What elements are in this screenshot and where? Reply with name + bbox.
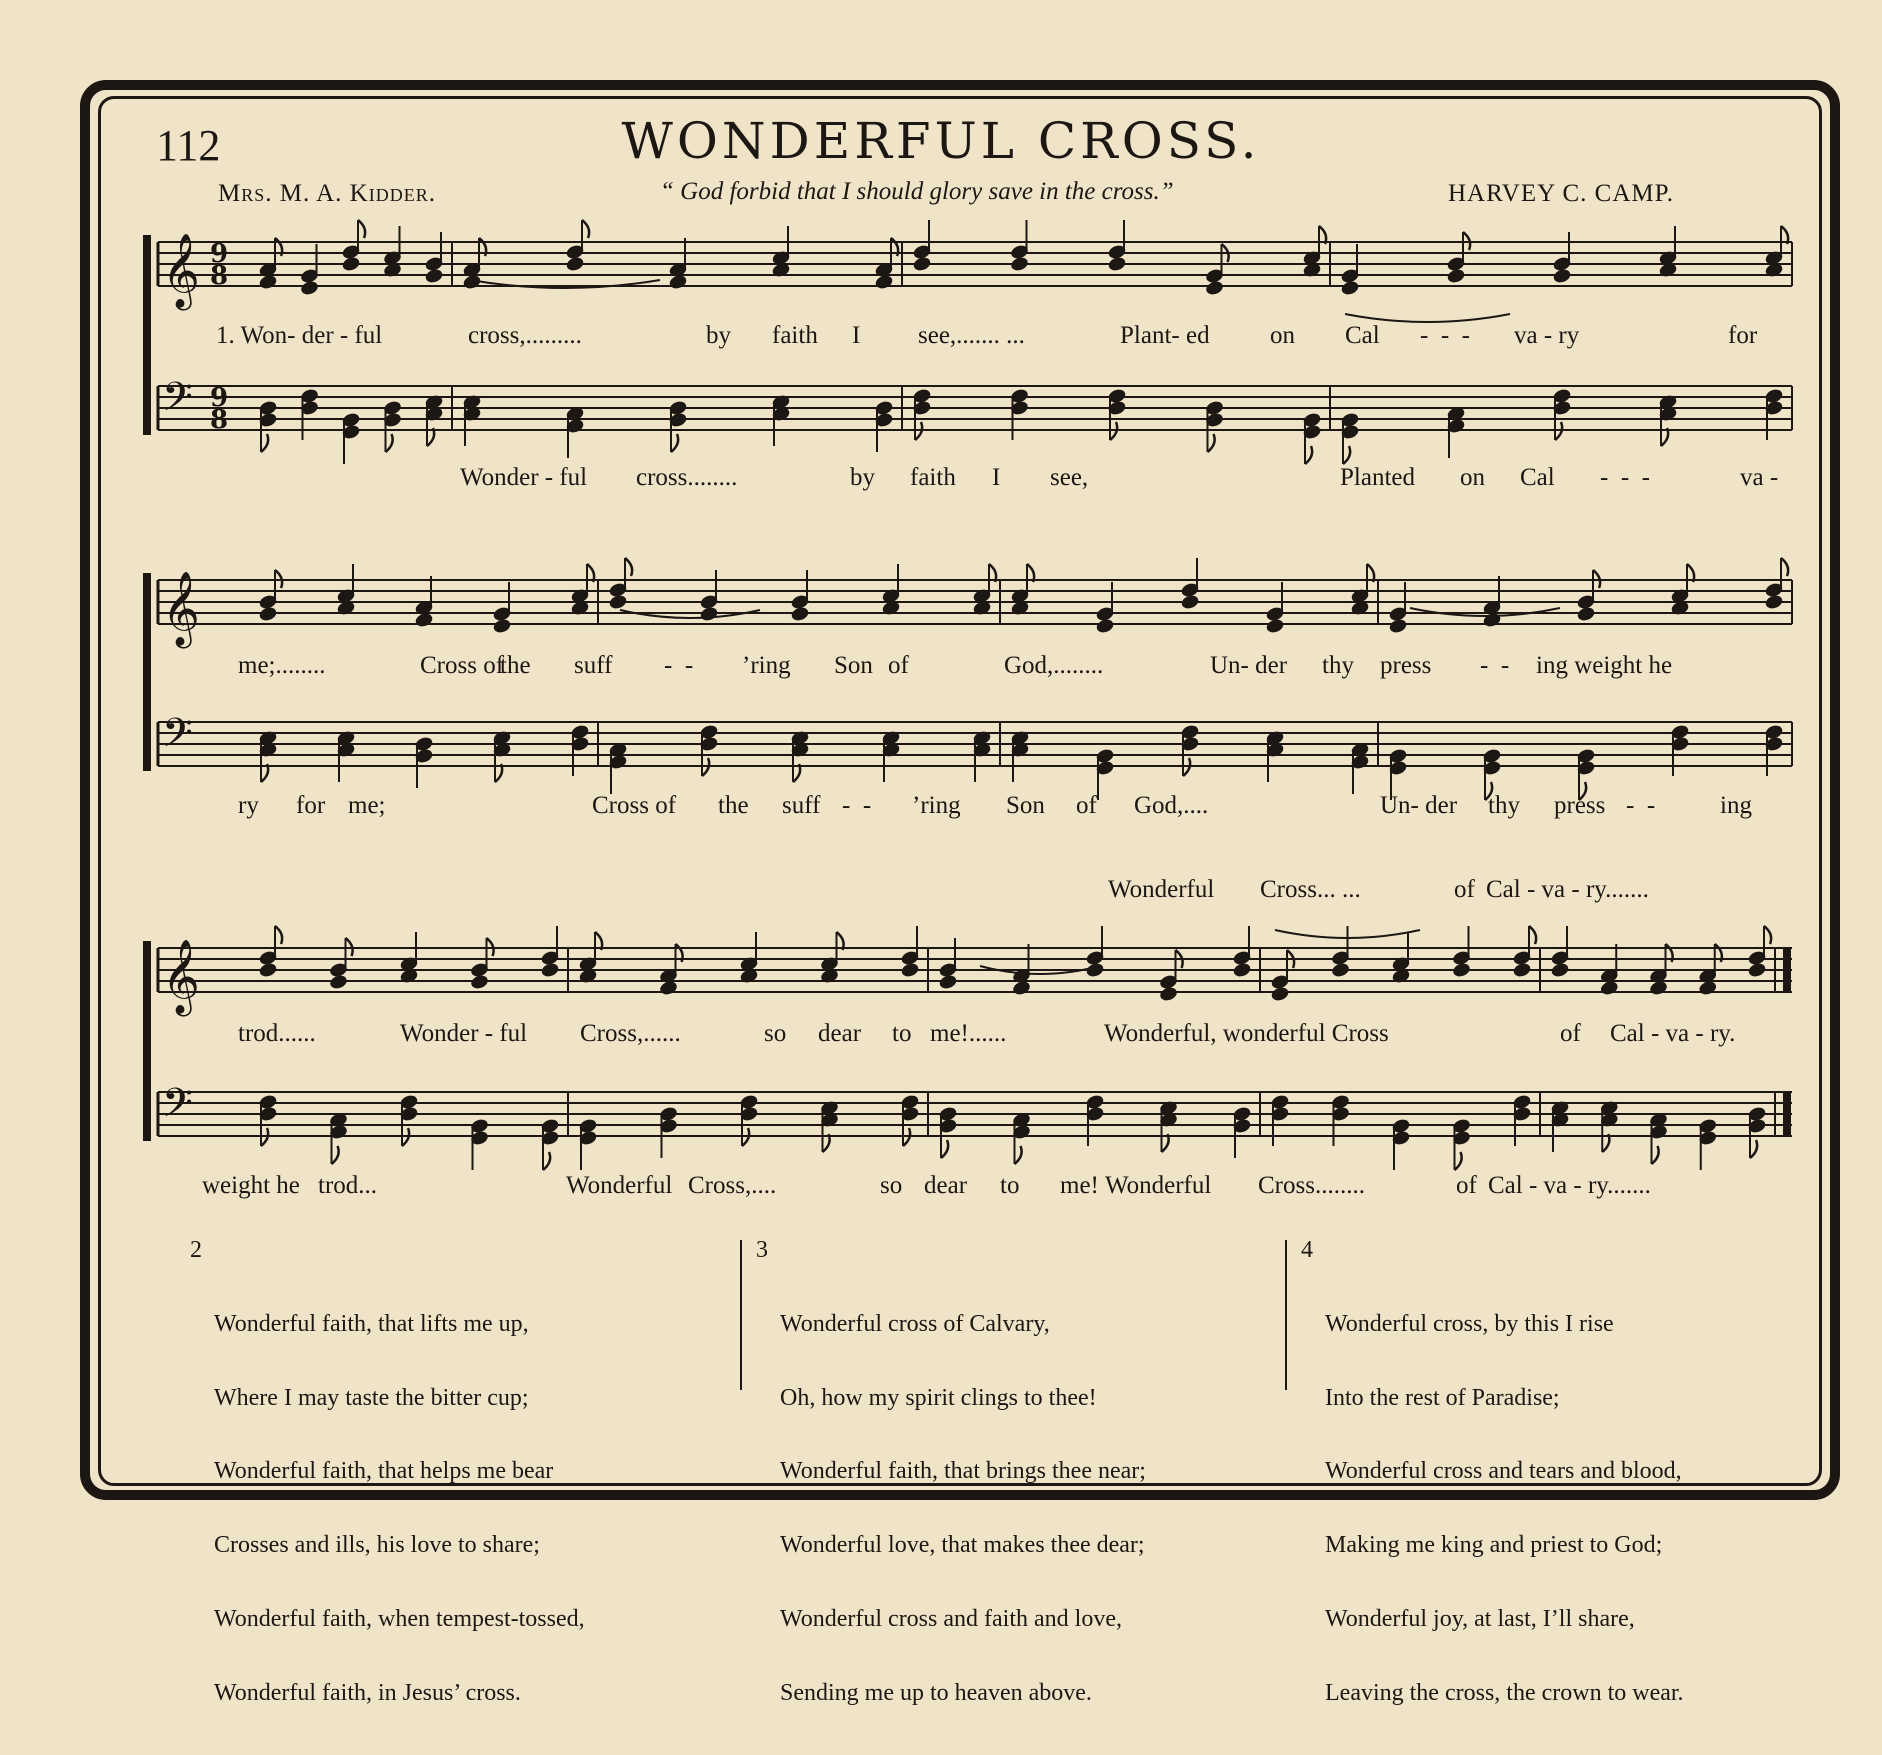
lyric-syllable: so <box>880 1172 903 1199</box>
lyric-syllable: faith <box>772 322 818 349</box>
note-head <box>1600 980 1619 996</box>
verse-number: 3 <box>756 1237 768 1263</box>
verse-line: Wonderful faith, that brings thee near; <box>780 1458 1146 1485</box>
verse-line: Wonderful cross and faith and love, <box>780 1605 1122 1632</box>
note-head <box>300 280 319 296</box>
composer-credit: HARVEY C. CAMP. <box>1448 180 1674 207</box>
note-head <box>493 618 512 634</box>
note-head <box>415 612 434 628</box>
note-flag <box>1208 434 1215 452</box>
page-number: 112 <box>156 121 221 170</box>
note-flag <box>261 434 268 452</box>
verse-4 <box>1301 1237 1684 1754</box>
note-flag <box>941 1140 948 1158</box>
lyric-syllable: Wonder - ful <box>460 464 588 491</box>
verse-line: Leaving the cross, the crown to wear. <box>1325 1679 1684 1706</box>
note-flag <box>1343 446 1350 464</box>
lyric-syllable: Plant- ed <box>1120 322 1210 349</box>
verse-line: Wonderful joy, at last, I’ll share, <box>1325 1605 1635 1632</box>
lyric-syllable: Cross of <box>420 652 505 679</box>
note-flag <box>1652 1146 1659 1164</box>
note-head <box>1266 618 1285 634</box>
lyric-syllable: Wonderful <box>1105 1172 1212 1199</box>
lyric-syllable: 1. Won- der - ful <box>216 322 383 349</box>
lyric-syllable: cross,......... <box>468 322 582 349</box>
note-head <box>1483 612 1502 628</box>
bass-clef: 𝄢 <box>162 374 193 430</box>
note-flag <box>1015 1146 1022 1164</box>
verse-line: Where I may taste the bitter cup; <box>214 1384 529 1411</box>
note-flag <box>358 220 365 238</box>
lyric-syllable: ing weight he <box>1536 652 1673 679</box>
verse-line: Crosses and ills, his love to share; <box>214 1532 540 1559</box>
note-flag <box>275 926 282 944</box>
note-flag <box>1781 558 1788 576</box>
note-flag <box>386 434 393 452</box>
note-head <box>1159 986 1178 1002</box>
lyric-syllable: I <box>852 322 861 349</box>
staff-lines <box>144 236 1792 1140</box>
lyric-syllable: me!...... <box>930 1020 1007 1047</box>
note-head <box>470 974 489 990</box>
note-flag <box>671 434 678 452</box>
system-brace <box>144 942 150 1140</box>
lyric-syllable: of <box>1456 1172 1477 1199</box>
note-head <box>259 274 278 290</box>
note-head <box>1447 268 1466 284</box>
note-head <box>659 980 678 996</box>
verse-line: Wonderful love, that makes thee dear; <box>780 1532 1145 1559</box>
note-head <box>566 256 585 272</box>
lyric-syllable: suff <box>574 652 613 679</box>
verse-line: Oh, how my spirit clings to thee! <box>780 1384 1097 1411</box>
verse-divider <box>1285 1240 1287 1390</box>
note-flag <box>1750 1140 1757 1158</box>
lyric-syllable: God,.... <box>1134 792 1209 819</box>
note-head <box>1205 280 1224 296</box>
scripture-epigraph: “ God forbid that I should glory save in the cross.” <box>660 178 1174 205</box>
note-head <box>1765 594 1784 610</box>
lyric-syllable: of <box>1076 792 1097 819</box>
lyric-syllable: Un- der <box>1380 792 1458 819</box>
verse-2 <box>190 1237 585 1754</box>
lyric-syllable: - - <box>664 652 694 679</box>
bass-clef: 𝄢 <box>162 1080 193 1136</box>
note-head <box>1012 980 1031 996</box>
clefs <box>162 234 228 1136</box>
lyric-syllable: I <box>992 464 1001 491</box>
hymn-title: WONDERFUL CROSS. <box>621 112 1261 170</box>
note-flag <box>1455 1152 1462 1170</box>
lyric-syllable: Planted <box>1340 464 1415 491</box>
note-head <box>700 606 719 622</box>
note-head <box>541 962 560 978</box>
note-head <box>1331 962 1350 978</box>
lyric-syllable: Cross,...... <box>580 1020 681 1047</box>
lyric-syllable: press <box>1554 792 1606 819</box>
note-flag <box>582 220 589 238</box>
lyric-syllable: Wonderful <box>566 1172 673 1199</box>
note-head <box>901 962 920 978</box>
note-flag <box>1305 446 1312 464</box>
verse-line: Wonderful faith, in Jesus’ cross. <box>214 1679 521 1706</box>
time-signature-bottom: 8 <box>210 405 229 435</box>
note-head <box>1553 268 1572 284</box>
lyric-syllable: me;........ <box>238 652 326 679</box>
final-barline <box>1784 1092 1790 1136</box>
lyric-syllable: ’ring <box>912 792 961 819</box>
lyric-syllable: to <box>892 1020 912 1047</box>
lyric-syllable: thy <box>1322 652 1354 679</box>
note-head <box>1233 962 1252 978</box>
note-flag <box>543 1152 550 1170</box>
note-head <box>1513 962 1532 978</box>
note-head <box>791 606 810 622</box>
lyric-syllable: suff <box>782 792 821 819</box>
lyric-syllable: me! <box>1060 1172 1099 1199</box>
verse-line: Into the rest of Paradise; <box>1325 1384 1560 1411</box>
note-flag <box>332 1146 339 1164</box>
lyric-syllable: - - <box>1626 792 1656 819</box>
lyric-syllable: Cal <box>1345 322 1380 349</box>
verse-number: 2 <box>190 1237 202 1263</box>
lyric-syllable: see, <box>1050 464 1089 491</box>
lyric-syllable: Wonderful, wonderful Cross <box>1104 1020 1389 1047</box>
note-head <box>259 962 278 978</box>
lyric-syllable: ing <box>1720 792 1752 819</box>
lyric-syllable: trod... <box>318 1172 378 1199</box>
note-head <box>1698 980 1717 996</box>
lyric-syllable: of <box>1454 876 1475 903</box>
verse-number: 4 <box>1301 1237 1313 1263</box>
lyric-syllable: on <box>1270 322 1295 349</box>
note-head <box>1181 594 1200 610</box>
lyric-syllable: for <box>1728 322 1758 349</box>
lyric-syllable: me; <box>348 792 386 819</box>
lyric-syllable: dear <box>924 1172 968 1199</box>
lyric-syllable: thy <box>1488 792 1520 819</box>
verse-line: Wonderful cross of Calvary, <box>780 1310 1050 1337</box>
note-head <box>1341 280 1360 296</box>
note-head <box>1577 606 1596 622</box>
lyric-syllable: ry <box>238 792 259 819</box>
lyric-syllable: so <box>764 1020 787 1047</box>
lyric-syllable: the <box>500 652 531 679</box>
lyric-syllable: of <box>1560 1020 1581 1047</box>
lyric-syllable: press <box>1380 652 1432 679</box>
lyric-syllable: of <box>888 652 909 679</box>
system-brace <box>144 236 150 434</box>
lyric-syllable: to <box>1000 1172 1020 1199</box>
lyric-syllable: dear <box>818 1020 862 1047</box>
tie <box>1345 314 1510 322</box>
time-signature-top: 9 <box>210 239 229 269</box>
verse-3 <box>756 1237 1146 1754</box>
note-flag <box>625 558 632 576</box>
note-head <box>425 268 444 284</box>
note-head <box>259 606 278 622</box>
lyric-syllable: Un- der <box>1210 652 1288 679</box>
lyric-syllable: on <box>1460 464 1485 491</box>
lyric-syllable: Wonder - ful <box>400 1020 528 1047</box>
note-head <box>669 274 688 290</box>
lyric-syllable: for <box>296 792 326 819</box>
lyric-syllable: ’ring <box>742 652 791 679</box>
lyric-syllable: Son <box>834 652 873 679</box>
note-head <box>342 256 361 272</box>
verse-line: Wonderful faith, when tempest-tossed, <box>214 1605 585 1632</box>
verse-line: Wonderful faith, that helps me bear <box>214 1458 554 1485</box>
time-signature-bottom: 8 <box>210 261 229 291</box>
note-flag <box>1529 926 1536 944</box>
lyric-syllable: - - <box>1480 652 1510 679</box>
note-head <box>875 274 894 290</box>
lyric-syllable: Cal - va - ry. <box>1610 1020 1736 1047</box>
lyric-syllable: - - - <box>1420 322 1470 349</box>
note-head <box>329 974 348 990</box>
lyric-syllable: Cal <box>1520 464 1555 491</box>
note-head <box>1748 962 1767 978</box>
lyric-syllable: see,....... ... <box>918 322 1025 349</box>
lyric-syllable: by <box>850 464 875 491</box>
lyric-syllable: Cross of <box>592 792 677 819</box>
verse-line: Making me king and priest to God; <box>1325 1532 1663 1559</box>
verse-line: Wonderful faith, that lifts me up, <box>214 1310 529 1337</box>
lyric-syllable: Son <box>1006 792 1045 819</box>
note-head <box>1108 256 1127 272</box>
lyric-syllable: va - ry <box>1514 322 1580 349</box>
lyric-syllable: God,........ <box>1004 652 1104 679</box>
treble-clef: 𝄞 <box>162 940 200 1014</box>
final-barline <box>1784 948 1790 992</box>
note-head <box>1389 618 1408 634</box>
bass-clef: 𝄢 <box>162 710 193 766</box>
lyric-syllable: Cross,.... <box>688 1172 777 1199</box>
verse-line: Sending me up to heaven above. <box>780 1679 1092 1706</box>
lyric-syllable: - - - <box>1600 464 1650 491</box>
lyric-syllable: Wonderful <box>1108 876 1215 903</box>
lyric-syllable: Cal - va - ry....... <box>1488 1172 1651 1199</box>
verse-divider <box>740 1240 742 1390</box>
lyric-syllable: Cross... ... <box>1260 876 1361 903</box>
treble-clef: 𝄞 <box>162 572 200 646</box>
lyric-syllable: Cal - va - ry....... <box>1486 876 1649 903</box>
lyric-syllable: cross........ <box>636 464 738 491</box>
lyric-syllable: the <box>718 792 749 819</box>
lyric-syllable: - - <box>842 792 872 819</box>
note-head <box>1649 980 1668 996</box>
lyric-syllable: Cross........ <box>1258 1172 1365 1199</box>
author-credit: Mrs. M. A. Kidder. <box>218 180 436 207</box>
note-head <box>1271 986 1290 1002</box>
time-signature-top: 9 <box>210 383 229 413</box>
verse-line: Wonderful cross, by this I rise <box>1325 1310 1614 1337</box>
lyric-syllable: faith <box>910 464 956 491</box>
lyric-syllable: trod...... <box>238 1020 316 1047</box>
lyric-syllable: va - <box>1740 464 1779 491</box>
system-brace <box>144 574 150 770</box>
note-head <box>913 256 932 272</box>
note-head <box>1551 962 1570 978</box>
note-head <box>1096 618 1115 634</box>
note-head <box>1086 962 1105 978</box>
note-head <box>609 594 628 610</box>
note-head <box>939 974 958 990</box>
lyric-syllable: weight he <box>202 1172 300 1199</box>
note-flag <box>1764 926 1771 944</box>
note-head <box>1452 962 1471 978</box>
treble-clef: 𝄞 <box>162 234 200 308</box>
verse-line: Wonderful cross and tears and blood, <box>1325 1458 1682 1485</box>
lyric-syllable: by <box>706 322 731 349</box>
note-head <box>1010 256 1029 272</box>
